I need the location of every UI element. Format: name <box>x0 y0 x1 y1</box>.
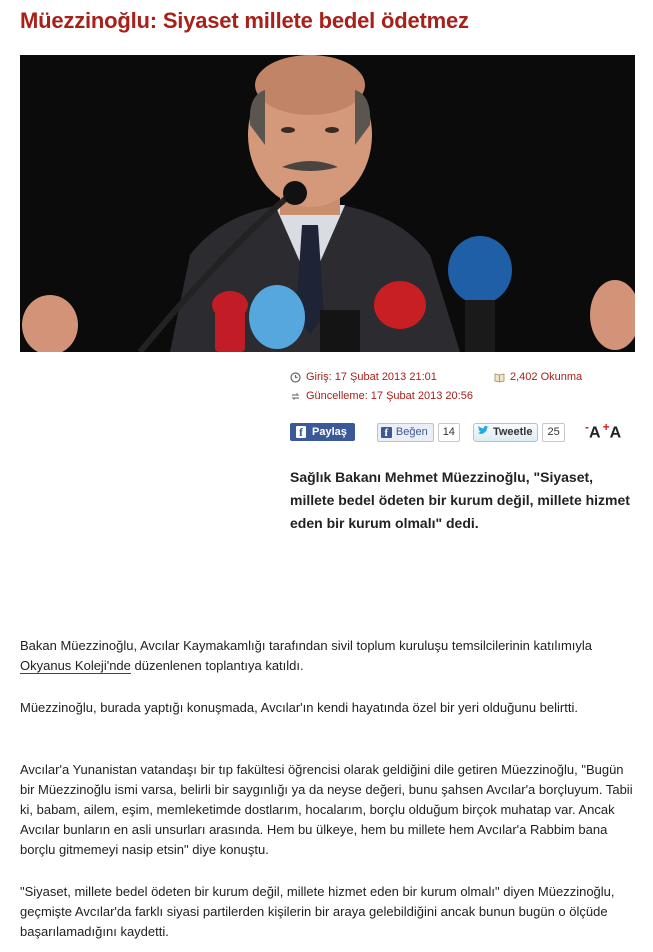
facebook-like-button[interactable] <box>377 423 434 442</box>
updated-date <box>290 390 473 402</box>
read-count <box>494 371 582 383</box>
article-lead: Sağlık Bakanı Mehmet Müezzinoğlu, "Siyaset, millete bedel ödeten bir kurum değil, millete hizmet eden bir kurum olmalı" dedi. <box>290 469 630 531</box>
article-paragraph: Avcılar'a Yunanistan vatandaşı bir tıp fakültesi öğrencisi olarak geldiğini dile getiren Müezzinoğlu, "Bugün bir Müezzinoğlu ismi varsa, belirli bir saygınlığı ya da neyse değeri, bunu şahsen Avcılar'a borçluyum. Tabii ki, babam, ailem, eşim, memleketimde dostlarım, hocalarım, borçlu olduğum birçok muhatap var. Ancak Avcılar bunların en asli unsurları arasında. Hem bu ülkeye, hem bu millete hem Avcılar'a Rabbim bana borçlu gitmemeyi nasip etsin" diye konuştu. <box>20 762 633 857</box>
read-count-label: 2,402 Okunma <box>510 371 583 383</box>
okyanus-koleji-link[interactable]: Okyanus Koleji'nde <box>20 658 131 673</box>
paragraph-text: düzenlenen toplantıya katıldı. <box>130 658 304 673</box>
font-decrease-label: A <box>589 424 601 442</box>
facebook-share-label: Paylaş <box>312 426 347 438</box>
published-label: Giriş: 17 Şubat 2013 21:01 <box>306 371 437 383</box>
updated-label: Güncelleme: 17 Şubat 2013 20:56 <box>306 390 473 402</box>
published-date <box>290 371 437 383</box>
social-share-bar <box>290 422 565 442</box>
article-title: Müezzinoğlu: Siyaset millete bedel ödetmez <box>20 8 469 33</box>
tweet-label: Tweetle <box>492 426 533 438</box>
facebook-share-button[interactable] <box>290 423 355 441</box>
font-increase-label: A <box>609 424 622 442</box>
twitter-bird-icon <box>477 425 490 439</box>
facebook-icon: f <box>381 427 392 438</box>
article-paragraph <box>20 636 635 676</box>
facebook-icon: f <box>296 426 306 438</box>
article-photo <box>20 55 635 352</box>
font-size-controls <box>585 420 621 442</box>
clock-icon <box>290 372 301 383</box>
facebook-like-count: 14 <box>438 423 460 442</box>
paragraph-text: Bakan Müezzinoğlu, Avcılar Kaymakamlığı tarafından sivil toplum kuruluşu temsilcilerinin katılımıyla <box>20 638 592 653</box>
tweet-button[interactable] <box>473 423 539 442</box>
article-paragraph: "Siyaset, millete bedel ödeten bir kurum değil, millete hizmet eden bir kurum olmalı" diyen Müezzinoğlu, geçmişte Avcılar'da farklı siyasi partilerden kişilerin bir araya gelebildiğini ancak bunun bugün o ölçüde başarılamadığını kaydetti. <box>20 884 615 939</box>
font-decrease-button[interactable] <box>585 420 601 442</box>
font-increase-button[interactable] <box>603 420 622 442</box>
refresh-icon <box>290 391 301 402</box>
article-paragraph: Müezzinoğlu, burada yaptığı konuşmada, Avcılar'ın kendi hayatında özel bir yeri olduğunu belirtti. <box>20 700 578 715</box>
plus-sign: + <box>602 420 610 434</box>
minus-sign: - <box>585 420 589 434</box>
tweet-count: 25 <box>542 423 564 442</box>
book-icon <box>494 372 505 383</box>
facebook-like-label: Beğen <box>395 426 428 438</box>
